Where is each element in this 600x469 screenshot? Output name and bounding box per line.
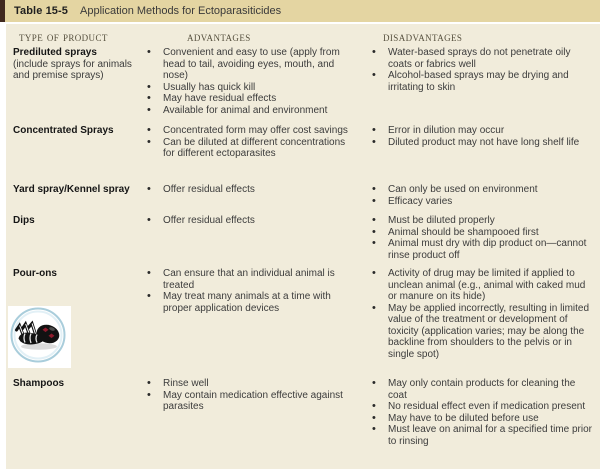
product-name: Prediluted sprays: [13, 47, 97, 58]
disadvantage-item: • No residual effect even if medication present: [372, 401, 600, 413]
product-cell: [6, 184, 140, 215]
disadvantage-item: • May have to be diluted before use: [372, 413, 600, 425]
column-header-disadvantages: disadvantages: [383, 29, 463, 44]
column-header-type-of-product: type of product: [19, 29, 108, 44]
table-number: Table 15-5: [14, 5, 68, 17]
disadvantages-list: [365, 215, 600, 268]
product-name: Concentrated Sprays: [13, 125, 114, 136]
flea-icon: [8, 306, 71, 368]
product-cell: [6, 378, 140, 447]
advantage-item: • Offer residual effects: [147, 184, 365, 196]
product-name: Yard spray/Kennel spray: [13, 184, 130, 195]
table-row: [6, 125, 600, 184]
advantage-item: • Usually has quick kill: [147, 82, 365, 94]
disadvantage-item: • Activity of drug may be limited if applied to unclean animal (e.g., animal with caked mud or manure on its hide): [372, 268, 600, 303]
advantages-list: [140, 47, 365, 125]
advantage-item: • Concentrated form may offer cost savings: [147, 125, 365, 137]
table-title-bar: [0, 0, 600, 22]
disadvantages-list: [365, 268, 600, 378]
disadvantage-item: • Alcohol-based sprays may be drying and irritating to skin: [372, 70, 600, 93]
product-cell: [6, 125, 140, 184]
disadvantages-list: [365, 47, 600, 125]
advantages-list: [140, 268, 365, 378]
advantage-item: • May have residual effects: [147, 93, 365, 105]
disadvantage-item: • Can only be used on environment: [372, 184, 600, 196]
product-note: (include sprays for animals and premise sprays): [13, 58, 132, 81]
advantage-item: • Offer residual effects: [147, 215, 365, 227]
disadvantage-item: • May be applied incorrectly, resulting in limited value of the treatment or development of toxicity (application varies; may be along the backline from shoulders to the pelvis or in single spot): [372, 303, 600, 361]
table-row: [6, 378, 600, 447]
advantage-item: • Can ensure that an individual animal is treated: [147, 268, 365, 291]
advantage-item: • May contain medication effective against parasites: [147, 390, 365, 413]
title-accent-bar: [0, 0, 5, 22]
product-name: Dips: [13, 215, 35, 226]
table-body: [6, 24, 600, 469]
table-title: Application Methods for Ectoparasiticides: [80, 5, 282, 17]
product-name: Pour-ons: [13, 268, 57, 279]
disadvantage-item: • Must leave on animal for a specified time prior to rinsing: [372, 424, 600, 447]
disadvantage-item: • Error in dilution may occur: [372, 125, 600, 137]
disadvantages-list: [365, 125, 600, 184]
disadvantage-item: • Animal should be shampooed first: [372, 227, 600, 239]
disadvantage-item: • Diluted product may not have long shelf life: [372, 137, 600, 149]
disadvantage-item: • Must be diluted properly: [372, 215, 600, 227]
product-name: Shampoos: [13, 378, 65, 389]
advantages-list: [140, 184, 365, 215]
product-cell: [6, 47, 140, 125]
advantage-item: • Can be diluted at different concentrations for different ectoparasites: [147, 137, 365, 160]
product-cell: [6, 268, 140, 378]
advantage-item: • Available for animal and environment: [147, 105, 365, 117]
advantages-list: [140, 378, 365, 447]
disadvantage-item: • May only contain products for cleaning the coat: [372, 378, 600, 401]
table-rows: [6, 47, 600, 447]
disadvantage-item: • Water-based sprays do not penetrate oily coats or fabrics well: [372, 47, 600, 70]
table-row: [6, 268, 600, 378]
disadvantage-item: • Efficacy varies: [372, 196, 600, 208]
product-cell: [6, 215, 140, 268]
table-row: [6, 184, 600, 215]
table-row: [6, 215, 600, 268]
disadvantages-list: [365, 378, 600, 447]
disadvantages-list: [365, 184, 600, 215]
advantages-list: [140, 215, 365, 268]
column-headers: [6, 24, 600, 47]
table-row: [6, 47, 600, 125]
column-header-advantages: advantages: [187, 29, 251, 44]
disadvantage-item: • Animal must dry with dip product on—cannot rinse product off: [372, 238, 600, 261]
advantage-item: • Convenient and easy to use (apply from head to tail, avoiding eyes, mouth, and nose): [147, 47, 365, 82]
advantage-item: • May treat many animals at a time with proper application devices: [147, 291, 365, 314]
advantage-item: • Rinse well: [147, 378, 365, 390]
advantages-list: [140, 125, 365, 184]
